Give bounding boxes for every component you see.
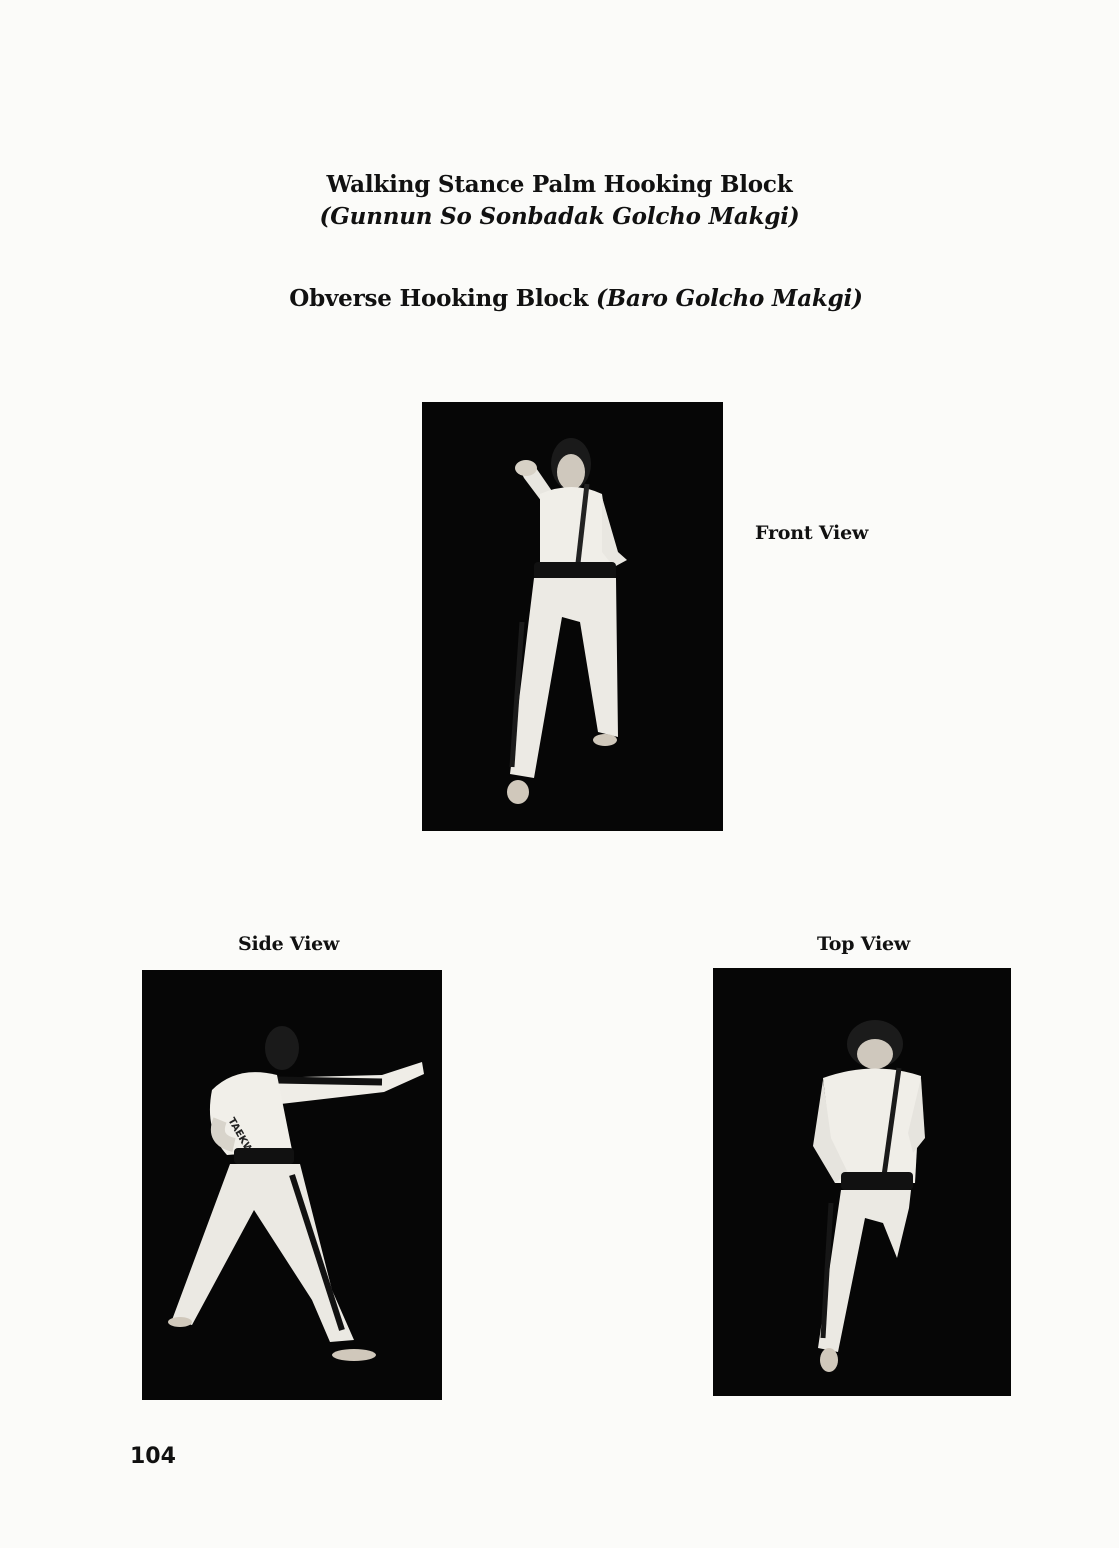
top-view-caption: Top View: [817, 933, 911, 955]
technique-heading: [0, 285, 1119, 312]
section-title-korean: (Gunnun So Sonbadak Golcho Makgi): [319, 203, 800, 230]
technique-title: Obverse Hooking Block: [289, 285, 589, 312]
technique-title-korean: (Baro Golcho Makgi): [596, 285, 863, 312]
side-view-photo: [142, 970, 442, 1400]
page-number: 104: [130, 1444, 176, 1469]
section-title: Walking Stance Palm Hooking Block: [326, 171, 793, 198]
top-view-photo: [713, 968, 1011, 1396]
front-view-photo: [422, 402, 723, 831]
side-view-figure: [142, 970, 442, 1400]
front-view-caption: Front View: [755, 522, 869, 544]
side-view-caption: Side View: [238, 933, 340, 955]
top-view-figure: [713, 968, 1011, 1396]
front-view-figure: [422, 402, 723, 831]
